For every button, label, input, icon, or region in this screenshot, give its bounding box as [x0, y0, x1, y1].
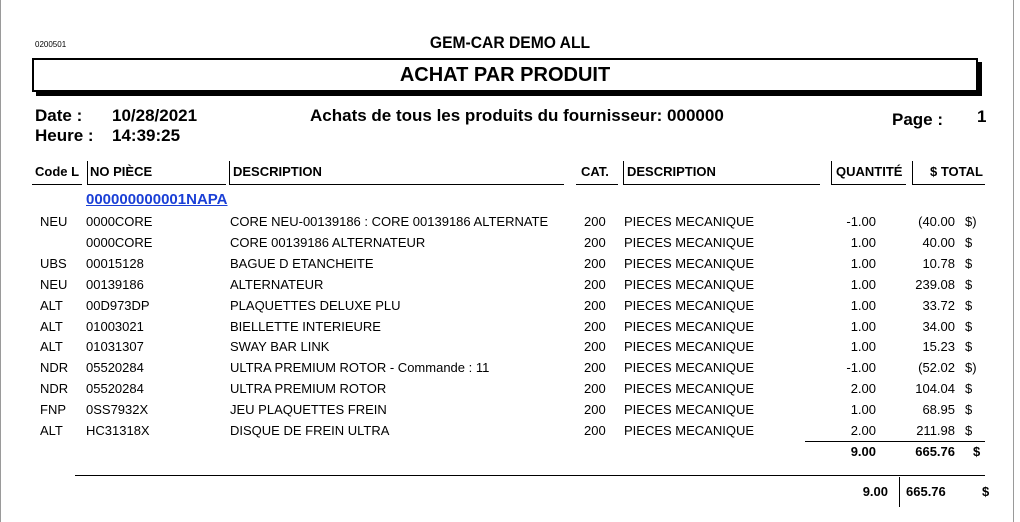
col-header-category-description: DESCRIPTION — [627, 164, 716, 179]
date-value: 10/28/2021 — [112, 106, 198, 125]
col-divider — [229, 161, 230, 185]
row-category-description: PIECES MECANIQUE — [624, 318, 755, 334]
grand-total-line — [75, 475, 985, 476]
table-row — [0, 256, 1020, 277]
row-currency: $) — [965, 360, 977, 376]
row-category: 200 — [584, 402, 606, 418]
row-currency: $ — [965, 423, 973, 438]
subtotal-quantity: 9.00 — [850, 444, 876, 459]
row-quantity: 1.00 — [850, 276, 876, 292]
row-part-number: 01031307 — [86, 339, 144, 355]
table-row — [0, 360, 1020, 381]
row-category: 200 — [584, 339, 606, 355]
row-description: JEU PLAQUETTES FREIN — [230, 402, 387, 418]
row-description: ALTERNATEUR — [230, 276, 324, 292]
time-value: 14:39:25 — [112, 126, 181, 145]
row-currency: $ — [965, 234, 973, 250]
row-quantity: 1.00 — [850, 402, 876, 418]
row-total: (52.02 — [918, 360, 955, 376]
table-row — [0, 319, 1020, 340]
col-header-description: DESCRIPTION — [233, 164, 322, 179]
row-quantity: 1.00 — [850, 234, 876, 250]
row-total: 104.04 — [915, 381, 955, 397]
subtotal-total: 665.76 — [915, 444, 955, 459]
grand-total-divider — [899, 477, 900, 507]
col-header-quantity: QUANTITÉ — [836, 164, 903, 179]
row-category: 200 — [584, 255, 606, 271]
row-description: ULTRA PREMIUM ROTOR — [230, 381, 387, 397]
row-category: 200 — [584, 381, 606, 397]
row-category: 200 — [584, 423, 606, 438]
subtotal-line — [805, 441, 985, 442]
col-header-code: Code L — [35, 164, 80, 179]
row-currency: $ — [965, 318, 973, 334]
row-code: ALT — [40, 318, 63, 334]
grand-total-currency: $ — [982, 484, 990, 499]
col-underline — [88, 184, 226, 185]
table-row — [0, 298, 1020, 319]
row-currency: $ — [965, 339, 973, 355]
row-category-description: PIECES MECANIQUE — [624, 339, 755, 355]
row-category: 200 — [584, 297, 606, 313]
row-description: CORE NEU-00139186 : CORE 00139186 ALTERNATE — [230, 214, 549, 229]
row-currency: $ — [965, 276, 973, 292]
row-quantity: 1.00 — [850, 255, 876, 271]
row-part-number: 0000CORE — [86, 234, 153, 250]
grand-total-quantity: 9.00 — [862, 484, 888, 499]
supplier-group-link[interactable]: 000000000001NAPA — [86, 191, 228, 208]
col-underline — [624, 184, 820, 185]
row-currency: $ — [965, 402, 973, 418]
col-divider — [623, 161, 624, 185]
row-part-number: HC31318X — [86, 423, 150, 438]
row-category-description: PIECES MECANIQUE — [624, 297, 755, 313]
page-number: 1 — [977, 107, 987, 126]
row-quantity: 1.00 — [850, 318, 876, 334]
row-code: ALT — [40, 297, 63, 313]
row-description: DISQUE DE FREIN ULTRA — [230, 423, 390, 438]
table-row — [0, 277, 1020, 298]
row-description: PLAQUETTES DELUXE PLU — [230, 297, 401, 313]
row-category: 200 — [584, 234, 606, 250]
row-code: NDR — [40, 360, 69, 376]
row-category-description: PIECES MECANIQUE — [624, 381, 755, 397]
row-quantity: -1.00 — [846, 360, 876, 376]
table-row — [0, 339, 1020, 360]
report-id: 0200501 — [35, 40, 67, 49]
row-code: NDR — [40, 381, 69, 397]
table-row — [0, 381, 1020, 402]
col-divider — [912, 161, 913, 185]
row-category: 200 — [584, 360, 606, 376]
row-category: 200 — [584, 318, 606, 334]
row-quantity: 2.00 — [850, 423, 876, 438]
report-title: ACHAT PAR PRODUIT — [399, 64, 611, 86]
row-category-description: PIECES MECANIQUE — [624, 360, 755, 376]
row-category-description: PIECES MECANIQUE — [624, 423, 755, 438]
row-code: UBS — [40, 255, 67, 271]
row-category-description: PIECES MECANIQUE — [624, 276, 755, 292]
row-description: SWAY BAR LINK — [230, 339, 330, 355]
row-description: ULTRA PREMIUM ROTOR - Commande : 11 — [230, 360, 490, 376]
grand-total-amount: 665.76 — [906, 484, 946, 499]
col-underline — [832, 184, 906, 185]
col-header-category: CAT. — [581, 164, 609, 179]
row-part-number: 00D973DP — [86, 297, 150, 313]
row-part-number: 00015128 — [86, 255, 144, 271]
row-total: 15.23 — [922, 339, 955, 355]
table-row — [0, 235, 1020, 256]
row-code: NEU — [40, 276, 68, 292]
row-quantity: 2.00 — [850, 381, 876, 397]
page-label: Page : — [892, 110, 944, 129]
row-quantity: 1.00 — [850, 339, 876, 355]
row-category-description: PIECES MECANIQUE — [624, 214, 755, 229]
row-category: 200 — [584, 276, 606, 292]
row-category-description: PIECES MECANIQUE — [624, 255, 755, 271]
row-currency: $ — [965, 297, 973, 313]
subtotal-currency: $ — [973, 444, 981, 459]
row-code: ALT — [40, 423, 63, 438]
row-part-number: 01003021 — [86, 318, 144, 334]
row-total: 34.00 — [922, 318, 955, 334]
row-code: NEU — [40, 214, 68, 229]
col-header-total: $ TOTAL — [930, 164, 983, 179]
row-code: ALT — [40, 339, 63, 355]
row-currency: $ — [965, 255, 973, 271]
col-divider — [87, 161, 88, 185]
row-quantity: -1.00 — [846, 214, 876, 229]
row-description: CORE 00139186 ALTERNATEUR — [230, 234, 426, 250]
col-underline — [576, 184, 618, 185]
row-currency: $ — [965, 381, 973, 397]
row-part-number: 00139186 — [86, 276, 144, 292]
row-part-number: 0000CORE — [86, 214, 153, 229]
row-total: 68.95 — [922, 402, 955, 418]
row-category-description: PIECES MECANIQUE — [624, 234, 755, 250]
date-label: Date : — [35, 106, 83, 125]
row-description: BAGUE D ETANCHEITE — [230, 255, 374, 271]
report-title-box — [32, 58, 978, 92]
row-category-description: PIECES MECANIQUE — [624, 402, 755, 418]
row-part-number: 05520284 — [86, 360, 144, 376]
row-total: 10.78 — [922, 255, 955, 271]
col-divider — [831, 161, 832, 185]
company-name: GEM-CAR DEMO ALL — [429, 33, 591, 52]
row-part-number: 0SS7932X — [86, 402, 149, 418]
row-total: (40.00 — [918, 214, 955, 229]
row-total: 40.00 — [922, 234, 955, 250]
row-description: BIELLETTE INTERIEURE — [230, 318, 381, 334]
table-row — [0, 214, 1020, 235]
col-underline — [913, 184, 985, 185]
col-header-part: NO PIÈCE — [90, 164, 153, 179]
row-quantity: 1.00 — [850, 297, 876, 313]
row-total: 239.08 — [915, 276, 955, 292]
time-label: Heure : — [35, 126, 94, 145]
row-part-number: 05520284 — [86, 381, 144, 397]
row-currency: $) — [965, 214, 977, 229]
row-total: 33.72 — [922, 297, 955, 313]
report-subtitle: Achats de tous les produits du fournisseur: 000000 — [310, 106, 724, 125]
row-total: 211.98 — [916, 423, 955, 438]
table-row — [0, 402, 1020, 423]
row-code: FNP — [40, 402, 66, 418]
row-category: 200 — [584, 214, 606, 229]
col-underline — [32, 184, 82, 185]
col-underline — [230, 184, 564, 185]
